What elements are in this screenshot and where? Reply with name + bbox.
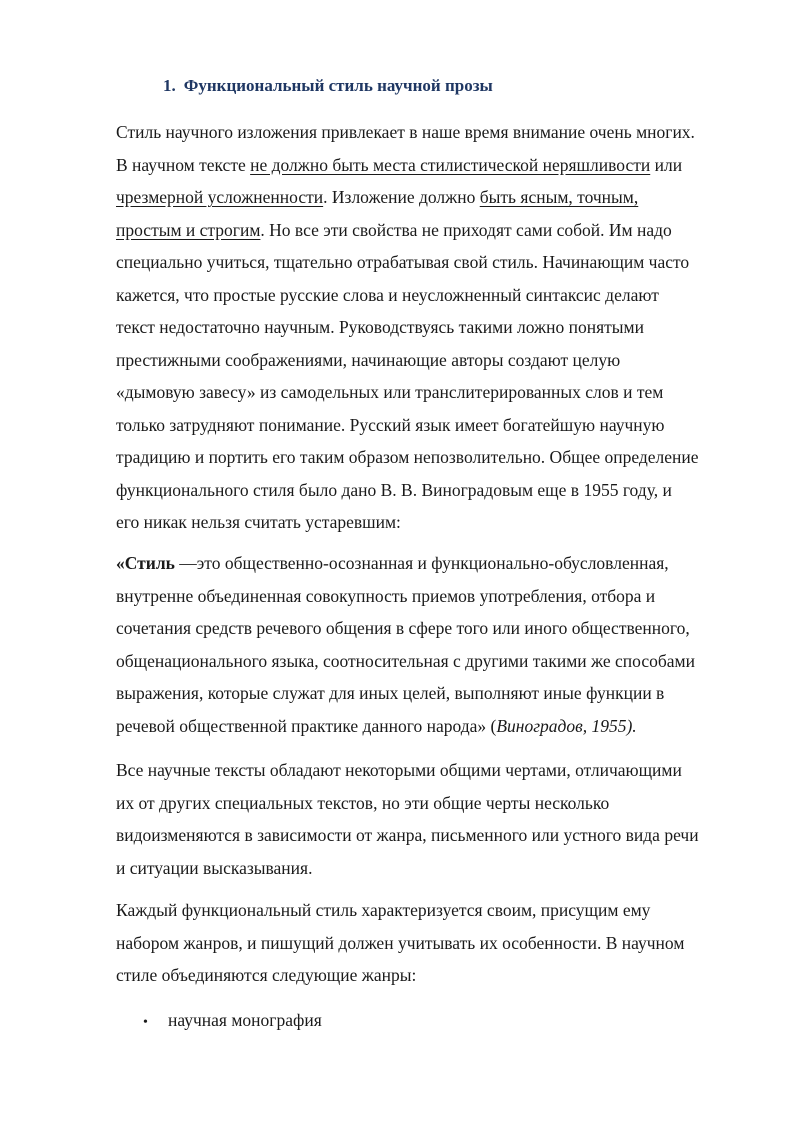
text-line: речевой общественной практике данного народа» (Виноградов, 1955). [116, 715, 637, 736]
text-line: Стиль научного изложения привлекает в наше время внимание очень многих. [116, 122, 695, 142]
heading-title: Функциональный стиль научной прозы [183, 76, 493, 95]
quote-paragraph [116, 547, 756, 742]
heading-number: 1. [163, 76, 176, 95]
underlined-phrase: быть ясным, точным, [479, 187, 639, 207]
text-line: видоизменяются в зависимости от жанра, письменного или устного вида речи [116, 825, 699, 845]
underlined-phrase: не должно быть места стилистической неряшливости [250, 154, 651, 175]
text-line: общенационального языка, соотносительная с другими такими же способами [116, 650, 695, 671]
text-line: выражения, которые служат для иных целей, выполняют иные функции в [116, 683, 665, 703]
list-item [143, 1004, 322, 1039]
text-line: специально учиться, тщательно отрабатывая свой стиль. Начинающим часто [116, 252, 690, 272]
underlined-phrase: чрезмерной усложненности [116, 187, 324, 207]
text-line: простым и строгим. Но все эти свойства не приходят сами собой. Им надо [116, 219, 672, 240]
paragraph-genres [116, 894, 756, 992]
text-line: сочетания средств речевого общения в сфере того или иного общественного, [116, 618, 690, 638]
text-line: функционального стиля было дано В. В. Виноградовым еще в 1955 году, и [116, 479, 672, 500]
text-line: внутренне объединенная совокупность приемов употребления, отбора и [116, 585, 656, 606]
text-line: текст недостаточно научным. Руководствуясь такими ложно понятыми [116, 317, 644, 337]
text-line: В научном тексте не должно быть места стилистической неряшливости или [116, 154, 683, 175]
text-line: и ситуации высказывания. [116, 857, 313, 878]
text-line: набором жанров, и пишущий должен учитывать их особенности. В научном [116, 932, 685, 953]
paragraph-general-features [116, 754, 756, 884]
text-line: только затрудняют понимание. Русский язык имеет богатейшую научную [116, 414, 665, 435]
underlined-phrase: простым и строгим [116, 219, 261, 240]
text-line: Каждый функциональный стиль характеризуется своим, присущим ему [116, 900, 651, 920]
citation: Виноградов, 1955). [496, 715, 637, 736]
text-line: престижными соображениями, начинающие авторы создают целую [116, 349, 621, 370]
section-heading [163, 76, 493, 96]
text-line: традицию и портить его таким образом непозволительно. Общее определение [116, 447, 699, 467]
text-line: стиле объединяются следующие жанры: [116, 965, 417, 985]
text-line: «дымовую завесу» из самодельных или транслитерированных слов и тем [116, 382, 664, 402]
bullet-icon: • [143, 1015, 148, 1030]
text-line: Все научные тексты обладают некоторыми общими чертами, отличающими [116, 760, 682, 780]
text-line: его никак нельзя считать устаревшим: [116, 512, 401, 532]
text-line: чрезмерной усложненности. Изложение должно быть ясным, точным, [116, 187, 639, 207]
text-line: кажется, что простые русские слова и неусложненный синтаксис делают [116, 284, 659, 305]
quote-term: «Стиль [116, 553, 175, 573]
paragraph-intro [116, 116, 756, 539]
list-item-text: научная монография [168, 1010, 322, 1030]
text-line: «Стиль —это общественно-осознанная и функционально-обусловленная, [116, 553, 669, 573]
text-line: их от других специальных текстов, но эти общие черты несколько [116, 792, 610, 813]
